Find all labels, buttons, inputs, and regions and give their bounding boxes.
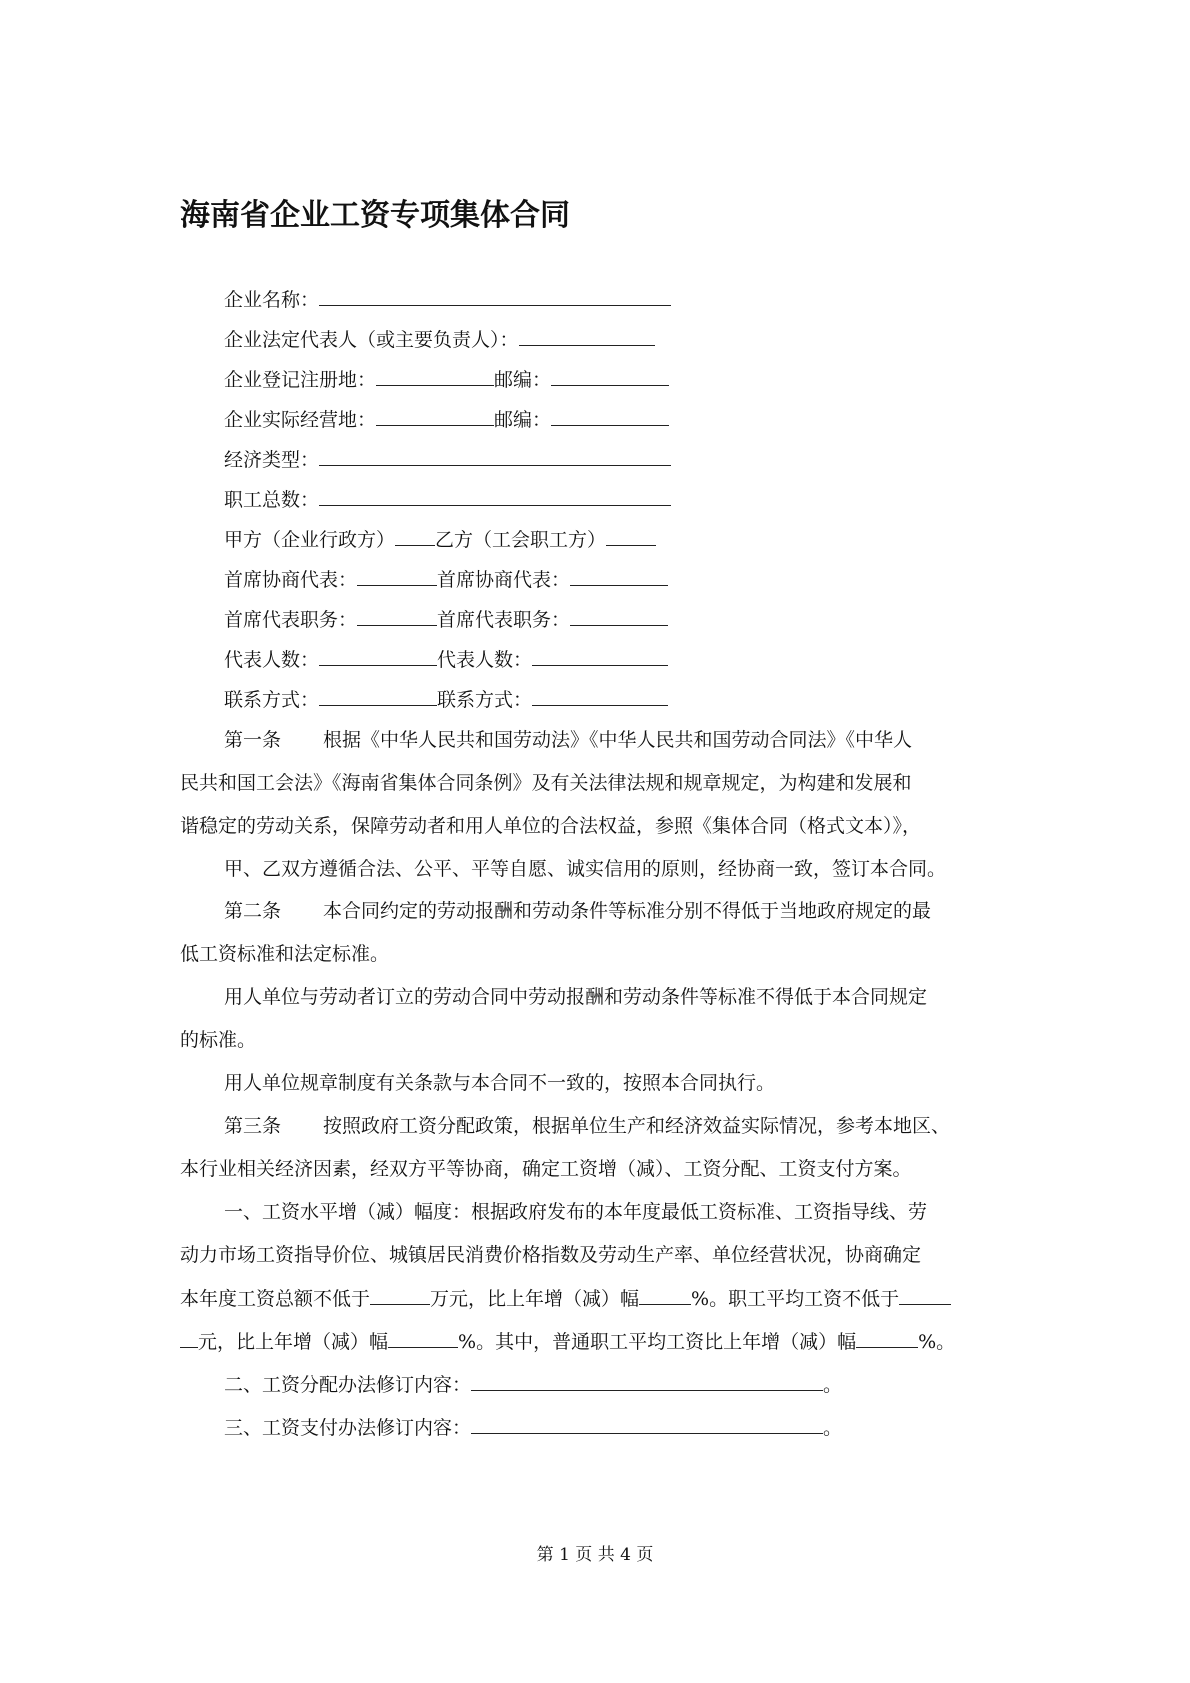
item-1-line-4 bbox=[180, 1329, 955, 1354]
field-chief-rep bbox=[224, 567, 668, 592]
field-label: 邮编： bbox=[494, 369, 552, 391]
item-1-line-1: 一、工资水平增（减）幅度：根据政府发布的本年度最低工资标准、工资指导线、劳 bbox=[224, 1201, 928, 1223]
field-label: 经济类型： bbox=[224, 449, 320, 471]
clause-1-line-2: 民共和国工会法》《海南省集体合同条例》及有关法律法规和规章规定，为构建和发展和 bbox=[180, 772, 912, 794]
field-label: 首席协商代表： bbox=[437, 569, 571, 591]
clause-text: 。 bbox=[823, 1374, 843, 1396]
item-1-line-3 bbox=[180, 1286, 951, 1311]
blank-underline bbox=[319, 447, 671, 466]
field-label: 企业登记注册地： bbox=[224, 369, 377, 391]
field-parties bbox=[224, 527, 656, 552]
blank-underline bbox=[376, 407, 494, 426]
clause-text: 根据《中华人民共和国劳动法》《中华人民共和国劳动合同法》《中华人 bbox=[323, 729, 913, 751]
blank-underline bbox=[471, 1415, 823, 1434]
field-label: 职工总数： bbox=[224, 489, 320, 511]
field-econ-type bbox=[224, 447, 671, 472]
blank-underline bbox=[319, 687, 437, 706]
clause-label: 第一条 bbox=[224, 729, 282, 751]
page-footer: 第 1 页 共 4 页 bbox=[536, 1545, 654, 1565]
blank-underline bbox=[471, 1372, 823, 1391]
field-label: 首席代表职务： bbox=[437, 609, 571, 631]
clause-1-line-3: 谐稳定的劳动关系，保障劳动者和用人单位的合法权益，参照《集体合同（格式文本）》， bbox=[180, 815, 922, 837]
blank-underline bbox=[551, 367, 669, 386]
field-rep-count bbox=[224, 647, 668, 672]
field-label: 企业实际经营地： bbox=[224, 409, 377, 431]
item-2 bbox=[224, 1372, 842, 1397]
blank-underline bbox=[856, 1329, 918, 1348]
item-3 bbox=[224, 1415, 842, 1440]
clause-text: 二、工资分配办法修订内容： bbox=[224, 1374, 472, 1396]
blank-underline bbox=[570, 607, 668, 626]
clause-3-line-1 bbox=[224, 1114, 950, 1138]
clause-text: 三、工资支付办法修订内容： bbox=[224, 1417, 472, 1439]
blank-underline bbox=[319, 487, 671, 506]
blank-underline bbox=[606, 527, 656, 546]
clause-text: %。 bbox=[918, 1331, 956, 1353]
clause-2-line-2: 低工资标准和法定标准。 bbox=[180, 943, 390, 965]
field-label: 乙方（工会职工方） bbox=[435, 529, 607, 551]
field-staff-total bbox=[224, 487, 671, 512]
clause-1-line-1 bbox=[224, 728, 912, 752]
blank-underline bbox=[570, 567, 668, 586]
field-label: 联系方式： bbox=[437, 689, 533, 711]
clause-text: 本年度工资总额不低于 bbox=[180, 1288, 371, 1310]
clause-2-para-2-line-2: 的标准。 bbox=[180, 1029, 257, 1051]
clause-text: 本合同约定的劳动报酬和劳动条件等标准分别不得低于当地政府规定的最 bbox=[323, 900, 932, 922]
blank-underline bbox=[551, 407, 669, 426]
blank-underline bbox=[180, 1329, 198, 1348]
field-label: 代表人数： bbox=[224, 649, 320, 671]
field-label: 代表人数： bbox=[437, 649, 533, 671]
field-label: 首席代表职务： bbox=[224, 609, 358, 631]
clause-label: 第二条 bbox=[224, 900, 282, 922]
clause-1-line-4: 甲、乙双方遵循合法、公平、平等自愿、诚实信用的原则，经协商一致，签订本合同。 bbox=[224, 858, 947, 880]
blank-underline bbox=[376, 367, 494, 386]
clause-text: 。 bbox=[823, 1417, 843, 1439]
clause-2-para-3: 用人单位规章制度有关条款与本合同不一致的，按照本合同执行。 bbox=[224, 1072, 776, 1094]
clause-label: 第三条 bbox=[224, 1115, 282, 1137]
field-contact bbox=[224, 687, 668, 712]
blank-underline bbox=[899, 1286, 951, 1305]
clause-2-line-1 bbox=[224, 899, 931, 923]
blank-underline bbox=[519, 327, 655, 346]
blank-underline bbox=[357, 567, 437, 586]
blank-underline bbox=[395, 527, 435, 546]
blank-underline bbox=[357, 607, 437, 626]
document-title: 海南省企业工资专项集体合同 bbox=[180, 198, 570, 233]
blank-underline bbox=[639, 1286, 691, 1305]
field-label: 企业法定代表人（或主要负责人）： bbox=[224, 329, 519, 351]
item-1-line-2: 动力市场工资指导价位、城镇居民消费价格指数及劳动生产率、单位经营状况，协商确定 bbox=[180, 1244, 922, 1266]
field-chief-pos bbox=[224, 607, 668, 632]
field-label: 企业名称： bbox=[224, 289, 320, 311]
clause-3-line-2: 本行业相关经济因素，经双方平等协商，确定工资增（减）、工资分配、工资支付方案。 bbox=[180, 1158, 912, 1180]
blank-underline bbox=[319, 647, 437, 666]
field-label: 甲方（企业行政方） bbox=[224, 529, 396, 551]
clause-text: 万元，比上年增（减）幅 bbox=[430, 1288, 640, 1310]
field-label: 邮编： bbox=[494, 409, 552, 431]
clause-text: 按照政府工资分配政策，根据单位生产和经济效益实际情况，参考本地区、 bbox=[323, 1115, 951, 1137]
blank-underline bbox=[319, 287, 671, 306]
blank-underline bbox=[388, 1329, 458, 1348]
blank-underline bbox=[370, 1286, 430, 1305]
field-op-addr bbox=[224, 407, 669, 432]
field-company-name bbox=[224, 287, 671, 312]
field-label: 首席协商代表： bbox=[224, 569, 358, 591]
clause-text: %。职工平均工资不低于 bbox=[691, 1288, 900, 1310]
clause-text: 元，比上年增（减）幅 bbox=[198, 1331, 389, 1353]
clause-2-para-2-line-1: 用人单位与劳动者订立的劳动合同中劳动报酬和劳动条件等标准不得低于本合同规定 bbox=[224, 986, 928, 1008]
field-label: 联系方式： bbox=[224, 689, 320, 711]
clause-text: %。其中，普通职工平均工资比上年增（减）幅 bbox=[458, 1331, 857, 1353]
blank-underline bbox=[532, 647, 668, 666]
blank-underline bbox=[532, 687, 668, 706]
field-reg-addr bbox=[224, 367, 669, 392]
field-legal-rep bbox=[224, 327, 655, 352]
